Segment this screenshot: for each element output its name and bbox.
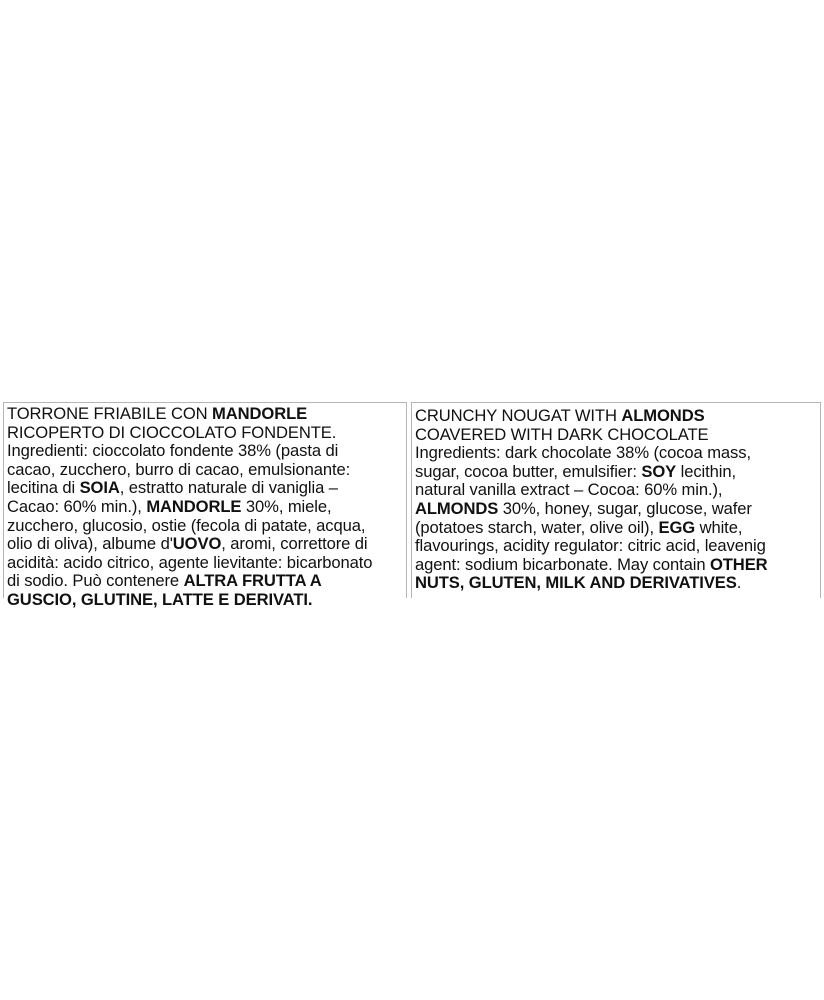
label-text: Ingredients: dark chocolate 38% (cocoa mass, — [415, 443, 751, 463]
allergen-text: MANDORLE — [146, 496, 242, 516]
label-text: di sodio. Può contenere — [7, 571, 184, 591]
label-text: TORRONE FRIABILE CON — [7, 404, 213, 423]
english-label-line — [415, 519, 817, 538]
english-label-line — [415, 500, 817, 519]
label-text: , aromi, correttore di — [221, 534, 368, 554]
english-label-line — [415, 537, 817, 556]
allergen-text: EGG — [658, 517, 696, 537]
allergen-text: GUSCIO, GLUTINE, LATTE E DERIVATI. — [7, 589, 313, 609]
label-text: 30%, honey, sugar, glucose, wafer — [498, 498, 752, 518]
label-text: lecitina di — [7, 478, 80, 498]
label-text: COAVERED WITH DARK CHOCOLATE — [415, 424, 709, 444]
allergen-text: UOVO — [172, 534, 222, 554]
english-label-line — [415, 444, 817, 463]
english-label-line — [415, 407, 817, 426]
allergen-text: MANDORLE — [212, 404, 308, 423]
italian-label-line — [7, 517, 403, 536]
english-label-line — [415, 463, 817, 482]
label-text: (potatoes starch, water, olive oil), — [415, 517, 659, 537]
italian-label-cell — [3, 402, 407, 609]
allergen-text: SOY — [641, 461, 677, 481]
english-label-line — [415, 481, 817, 500]
ingredient-label-table — [3, 402, 821, 609]
italian-label-line — [7, 554, 403, 573]
italian-label-line — [7, 591, 403, 610]
italian-label-line — [7, 479, 403, 498]
english-label-line — [415, 574, 817, 593]
label-text: Ingredienti: cioccolato fondente 38% (pasta di — [7, 441, 339, 461]
english-label-line — [415, 426, 817, 445]
label-text: , estratto naturale di vaniglia – — [119, 478, 338, 498]
label-text: cacao, zucchero, burro di cacao, emulsionante: — [7, 459, 351, 479]
label-text: olio di oliva), albume d' — [7, 534, 173, 554]
allergen-text: ALMONDS — [415, 498, 499, 518]
english-label-line — [415, 556, 817, 575]
label-text: flavourings, acidity regulator: citric acid, leavenig — [415, 536, 766, 556]
allergen-text: NUTS, GLUTEN, MILK AND DERIVATIVES — [415, 573, 737, 593]
italian-label-line — [7, 572, 403, 591]
italian-label-line — [7, 442, 403, 461]
label-text: 30%, miele, — [241, 496, 332, 516]
italian-label-line — [7, 405, 403, 424]
label-text: RICOPERTO DI CIOCCOLATO FONDENTE. — [7, 422, 337, 442]
label-text: natural vanilla extract – Cocoa: 60% min.), — [415, 480, 723, 500]
label-text: white, — [695, 517, 743, 537]
allergen-text: SOIA — [79, 478, 120, 498]
label-text: acidità: acido citrico, agente lievitante: bicarbonato — [7, 552, 373, 572]
label-text: agent: sodium bicarbonate. May contain — [415, 554, 710, 574]
label-text: . — [736, 573, 742, 593]
italian-label-line — [7, 424, 403, 443]
italian-label-line — [7, 535, 403, 554]
label-text: sugar, cocoa butter, emulsifier: — [415, 461, 642, 481]
english-label-cell — [411, 402, 821, 598]
italian-label-line — [7, 461, 403, 480]
allergen-text: ALMONDS — [621, 406, 705, 425]
allergen-text: ALTRA FRUTTA A — [183, 571, 322, 591]
italian-label-line — [7, 498, 403, 517]
label-text: CRUNCHY NOUGAT WITH — [415, 406, 622, 425]
label-text: zucchero, glucosio, ostie (fecola di patate, acqua, — [7, 515, 366, 535]
label-text: lecithin, — [676, 461, 736, 481]
allergen-text: OTHER — [709, 554, 768, 574]
label-text: Cacao: 60% min.), — [7, 496, 147, 516]
